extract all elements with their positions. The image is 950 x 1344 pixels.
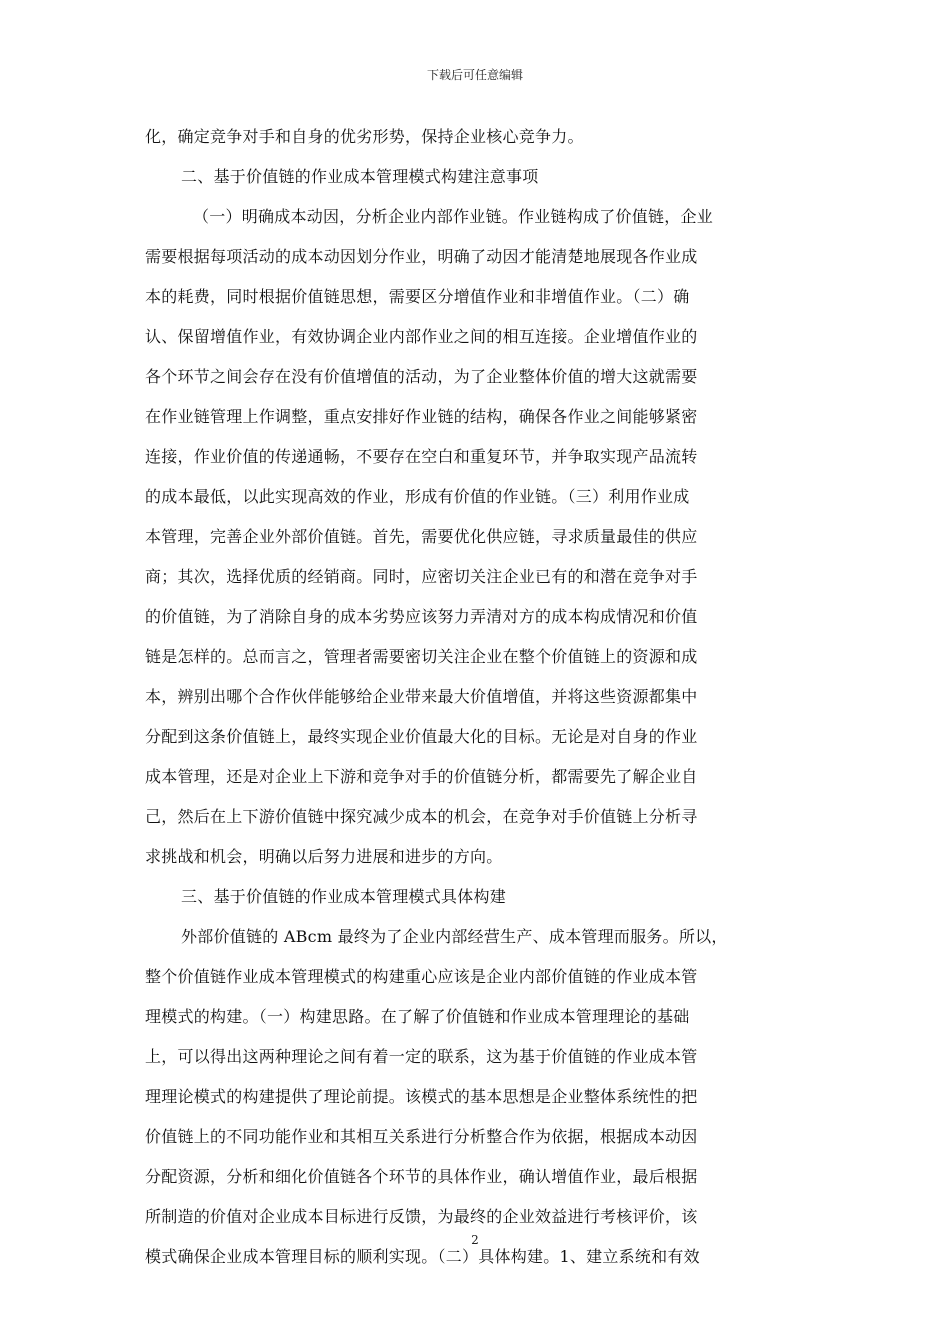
document-body [145,117,807,1277]
text-line: 分配资源，分析和细化价值链各个环节的具体作业，确认增值作业，最后根据 [145,1167,698,1186]
text-line: 在作业链管理上作调整，重点安排好作业链的结构，确保各作业之间能够紧密 [145,407,698,426]
text-line: 本的耗费，同时根据价值链思想，需要区分增值作业和非增值作业。（二）确 [145,287,690,306]
page-header: 下载后可任意编辑 [426,68,523,82]
text-line: 上，可以得出这两种理论之间有着一定的联系，这为基于价值链的作业成本管 [145,1047,698,1066]
text-line: 认、保留增值作业，有效协调企业内部作业之间的相互连接。企业增值作业的 [145,327,698,346]
text-line: 成本管理，还是对企业上下游和竞争对手的价值链分析，都需要先了解企业自 [145,767,698,786]
text-line: 连接，作业价值的传递通畅，不要存在空白和重复环节，并争取实现产品流转 [145,447,698,466]
text-line: 本，辨别出哪个合作伙伴能够给企业带来最大价值增值，并将这些资源都集中 [145,687,698,706]
text-line: 的成本最低，以此实现高效的作业，形成有价值的作业链。（三）利用作业成 [145,487,690,506]
text-line: 己，然后在上下游价值链中探究减少成本的机会，在竞争对手价值链上分析寻 [145,807,698,826]
text-line: 各个环节之间会存在没有价值增值的活动，为了企业整体价值的增大这就需要 [145,367,698,386]
text-line: 本管理，完善企业外部价值链。首先，需要优化供应链，寻求质量最佳的供应 [145,527,698,546]
text-line: 求挑战和机会，明确以后努力进展和进步的方向。 [145,847,503,866]
text-line: 整个价值链作业成本管理模式的构建重心应该是企业内部价值链的作业成本管 [145,967,698,986]
text-line: 的价值链，为了消除自身的成本劣势应该努力弄清对方的成本构成情况和价值 [145,607,698,626]
text-line: 理理论模式的构建提供了理论前提。该模式的基本思想是企业整体系统性的把 [145,1087,698,1106]
text-line: 理模式的构建。（一）构建思路。在了解了价值链和作业成本管理理论的基础 [145,1007,690,1026]
text-line: （一）明确成本动因，分析企业内部作业链。作业链构成了价值链，企业 [193,207,714,226]
text-line: 价值链上的不同功能作业和其相互关系进行分析整合作为依据，根据成本动因 [145,1127,698,1146]
page-number: 2 [471,1233,479,1247]
text-line: 所制造的价值对企业成本目标进行反馈，为最终的企业效益进行考核评价，该 [145,1207,698,1226]
text-line: 商；其次，选择优质的经销商。同时，应密切关注企业已有的和潜在竞争对手 [145,567,698,586]
text-line: 二、基于价值链的作业成本管理模式构建注意事项 [181,167,539,186]
text-line: 外部价值链的 ABcm 最终为了企业内部经营生产、成本管理而服务。所以， [181,927,728,946]
text-line: 化，确定竞争对手和自身的优劣形势，保持企业核心竞争力。 [145,127,584,146]
text-line: 三、基于价值链的作业成本管理模式具体构建 [181,887,507,906]
text-line: 分配到这条价值链上，最终实现企业价值最大化的目标。无论是对自身的作业 [145,727,698,746]
text-line: 模式确保企业成本管理目标的顺利实现。（二）具体构建。1、建立系统和有效 [145,1247,700,1266]
text-line: 链是怎样的。总而言之，管理者需要密切关注企业在整个价值链上的资源和成 [145,647,698,666]
text-line: 需要根据每项活动的成本动因划分作业，明确了动因才能清楚地展现各作业成 [145,247,698,266]
